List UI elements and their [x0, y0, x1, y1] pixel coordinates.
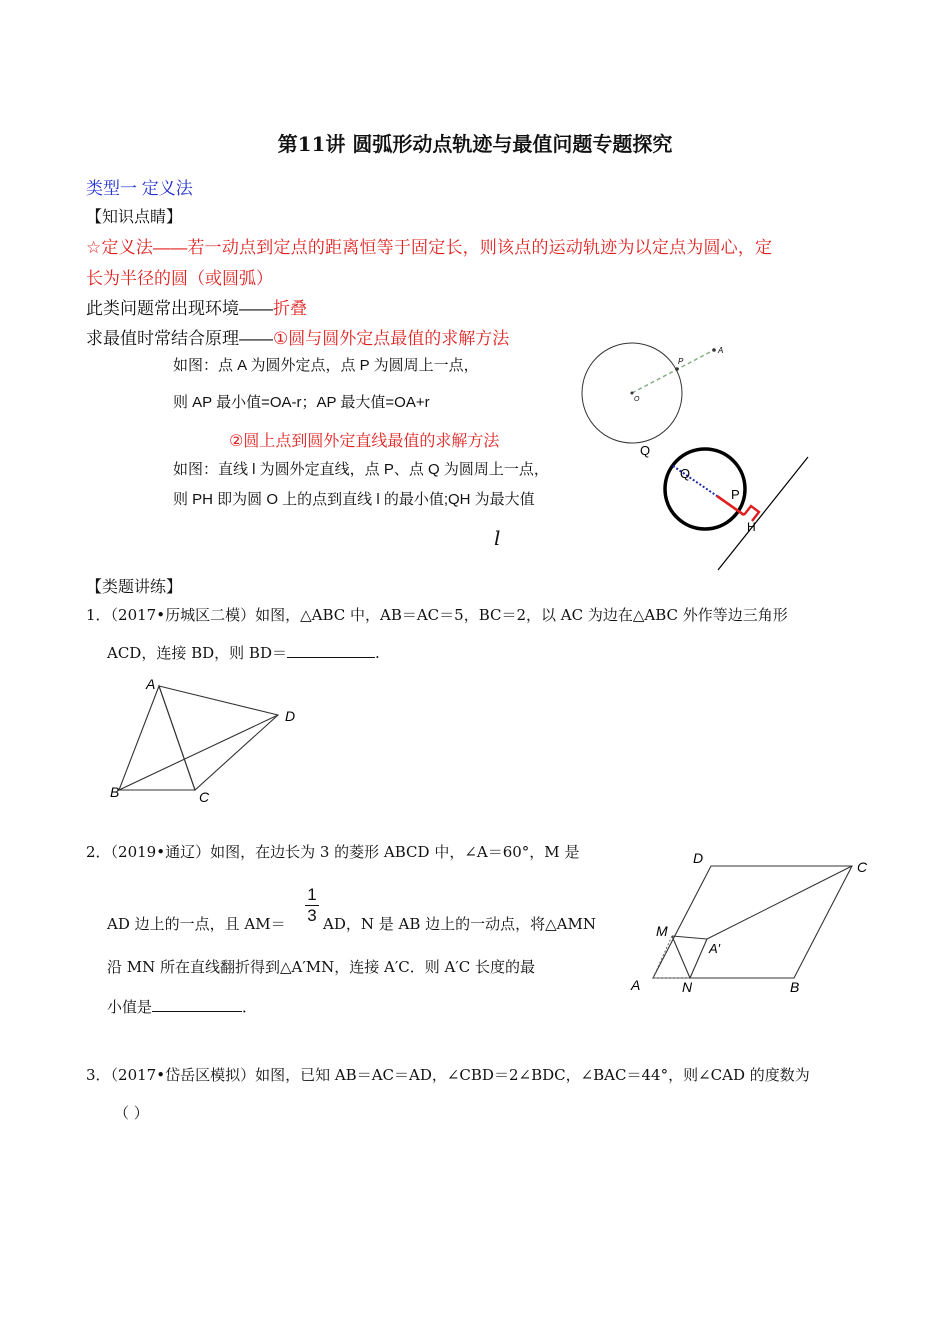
environment-value: 折叠 — [273, 299, 307, 318]
question-1-number: 1． — [86, 606, 111, 624]
question-1-end: . — [374, 644, 380, 662]
question-3-answer-parens[interactable]: （ ） — [114, 1104, 149, 1122]
segment-ma-prime — [672, 936, 707, 939]
label-a: A — [146, 676, 156, 692]
label-a: A — [631, 977, 641, 993]
fraction-one-third — [304, 885, 320, 925]
label-p2: P — [731, 487, 740, 502]
question-1-figure — [105, 672, 315, 812]
label-h: H — [747, 520, 756, 534]
environment-prefix: 此类问题常出现环境—— — [86, 299, 273, 318]
question-2-text-4: 小值是 — [107, 998, 153, 1016]
question-2-line-2 — [107, 913, 286, 934]
label-a: A — [718, 346, 724, 355]
label-b: B — [790, 979, 800, 995]
label-p: P — [678, 357, 684, 366]
question-1-text-2: ACD，连接 BD，则 BD＝ — [107, 644, 287, 662]
line-l — [718, 457, 808, 570]
segment-a-prime-n — [690, 939, 707, 978]
question-2-end: ． — [242, 998, 258, 1016]
definition-line-2: 长为半径的圆（或圆弧） — [86, 269, 273, 288]
principle-1: ①圆与圆外定点最值的求解方法 — [273, 329, 510, 348]
point-p — [675, 367, 679, 371]
triangle-acd — [159, 686, 278, 790]
question-2-line-3: 沿 MN 所在直线翻折得到△A′MN，连接 A′C．则 A′C 长度的最 — [107, 958, 536, 976]
question-2-line-4 — [107, 996, 257, 1017]
right-angle-mark — [744, 506, 759, 521]
point-o — [631, 392, 634, 395]
question-2-text: （2019•通辽）如图，在边长为 3 的菱形 ABCD 中，∠A＝60°，M 是 — [110, 843, 580, 861]
figure2-circle-line — [635, 436, 815, 576]
line-l-label: l — [494, 526, 501, 550]
question-1-text: （2017•历城区二模）如图，△ABC 中，AB＝AC＝5，BC＝2，以 AC 为边在△ABC 外作等边三角形 — [110, 606, 788, 624]
question-2-text-2: AD 边上的一点，且 AM＝ — [107, 915, 286, 933]
segment-oa — [632, 350, 714, 393]
figure1-circle-point — [580, 335, 724, 445]
question-3-number: 3． — [86, 1066, 111, 1084]
question-1-answer-blank[interactable] — [287, 643, 375, 658]
fraction-denominator: 3 — [307, 906, 317, 925]
label-d: D — [693, 850, 704, 866]
question-2-figure — [625, 845, 880, 1005]
label-n: N — [682, 979, 693, 995]
segment-mn — [672, 936, 690, 978]
segment-bd — [119, 715, 278, 790]
question-3-text: （2017•岱岳区模拟）如图，已知 AB＝AC＝AD，∠CBD＝2∠BDC，∠BAC＝44°，则∠CAD 的度数为 — [110, 1066, 810, 1084]
question-2-number: 2． — [86, 843, 111, 861]
label-q: Q — [680, 466, 691, 481]
question-1-line-1 — [86, 604, 788, 625]
triangle-abc — [119, 686, 195, 790]
page-title: 第11讲 圆弧形动点轨迹与最值问题专题探究 — [277, 132, 673, 156]
figure2-text-2: 则 PH 即为圆 O 上的点到直线 l 的最小值;QH 为最大值 — [173, 491, 535, 508]
question-3-line-1 — [86, 1064, 810, 1085]
question-2-line-2b: AD，N 是 AB 边上的一动点，将△AMN — [323, 915, 596, 933]
segment-a-prime-c — [707, 866, 852, 939]
fraction-numerator: 1 — [307, 885, 317, 904]
label-c: C — [199, 789, 210, 805]
figure2-text-1: 如图：直线 l 为圆外定直线，点 P、点 Q 为圆周上一点， — [173, 461, 549, 478]
environment-line — [86, 294, 307, 319]
point-a — [712, 348, 716, 352]
label-d: D — [285, 708, 296, 724]
knowledge-header: 【知识点睛】 — [86, 209, 183, 226]
label-c: C — [857, 859, 868, 875]
question-2-answer-blank[interactable] — [152, 997, 242, 1012]
principle-line — [86, 324, 509, 349]
practice-header: 【类题讲练】 — [86, 579, 183, 596]
label-o: O — [634, 396, 640, 403]
figure1-text-1: 如图：点 A 为圆外定点，点 P 为圆周上一点， — [173, 357, 479, 374]
question-1-line-2 — [107, 642, 380, 663]
section-type-heading: 类型一 定义法 — [86, 179, 193, 198]
label-m: M — [656, 923, 668, 939]
principle-2: ②圆上点到圆外定直线最值的求解方法 — [229, 433, 500, 450]
label-q-outside: Q — [640, 443, 651, 458]
figure1-text-2: 则 AP 最小值=OA-r；AP 最大值=OA+r — [173, 394, 430, 411]
principle-prefix: 求最值时常结合原理—— — [86, 329, 273, 348]
label-a-prime: A′ — [709, 941, 721, 956]
definition-line-1: ☆定义法——若一动点到定点的距离恒等于固定长，则该点的运动轨迹为以定点为圆心，定 — [86, 238, 773, 257]
label-b: B — [110, 784, 120, 800]
question-2-line-1 — [86, 841, 579, 862]
